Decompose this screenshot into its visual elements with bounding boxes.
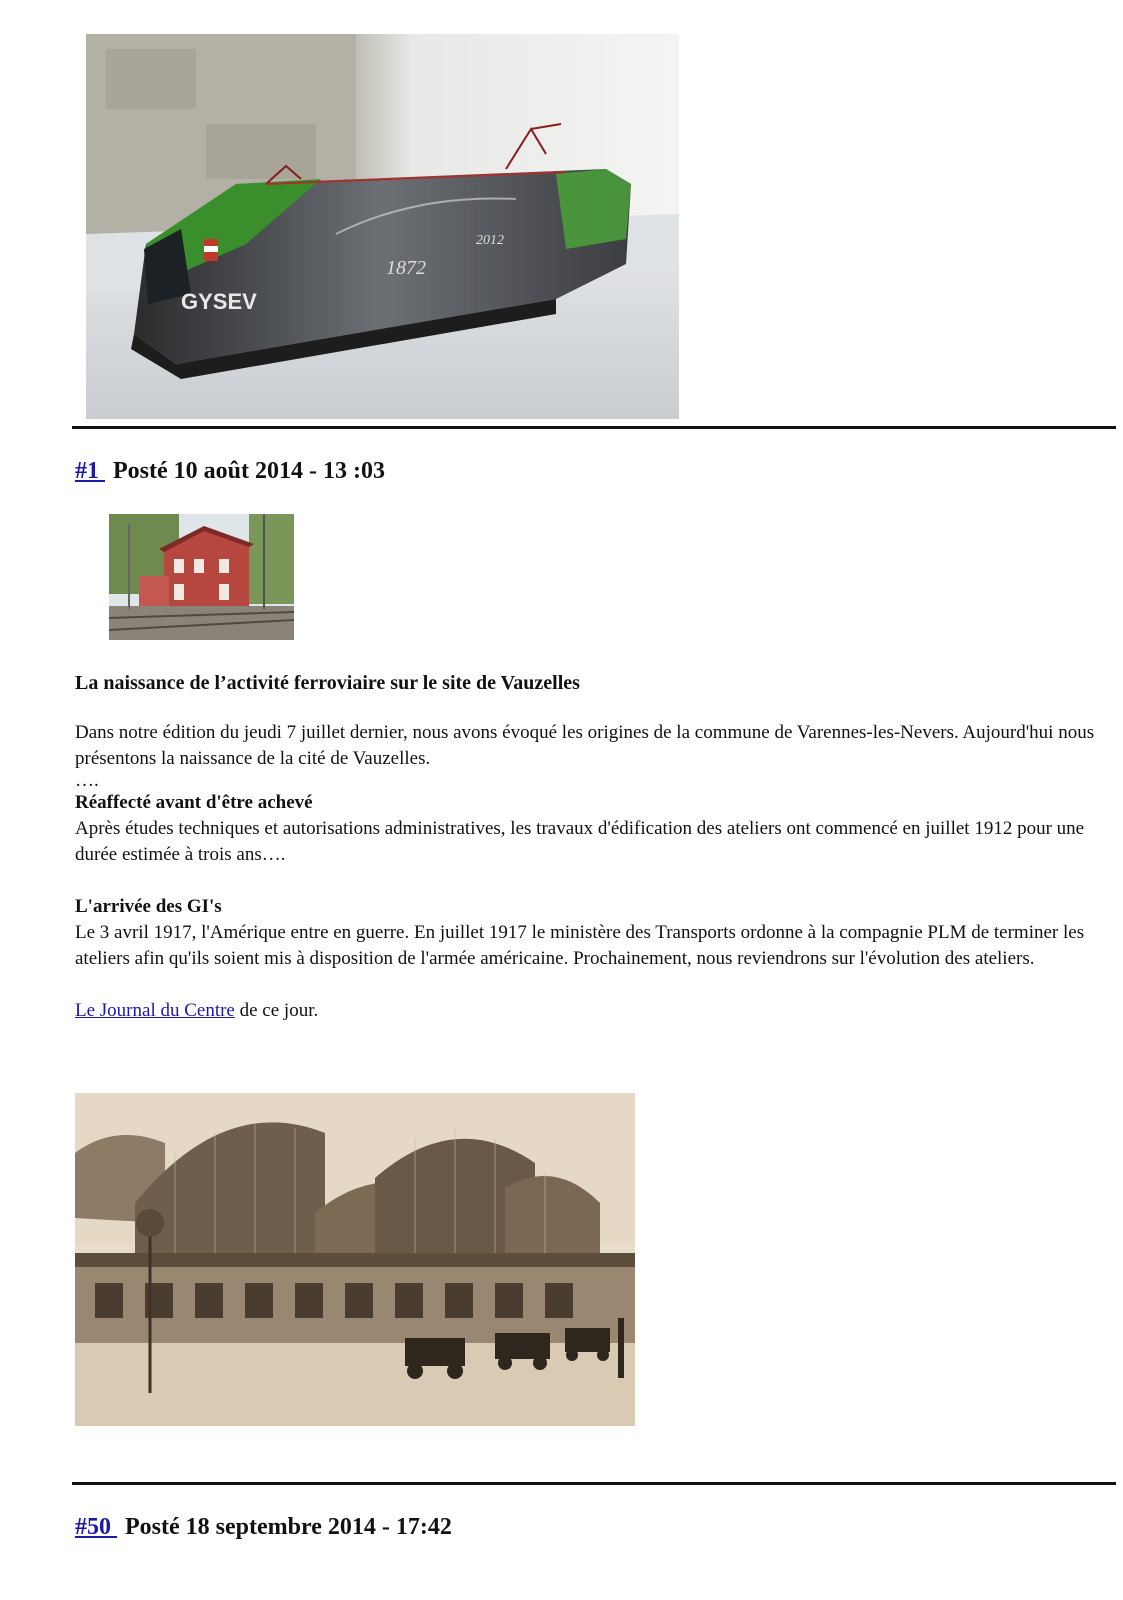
article-intro: Dans notre édition du jeudi 7 juillet dernier, nous avons évoqué les origines de la commune de Varennes-les-Nevers. Aujourd'hui nous présentons la naissance de la cité de Vauzelles.: [75, 722, 1095, 769]
article-title: La naissance de l’activité ferroviaire sur le site de Vauzelles: [75, 672, 580, 694]
post-header: [75, 1514, 452, 1541]
section-text-reaffecte: Après études techniques et autorisations administratives, les travaux d'édification des ateliers ont commencé en juillet 1912 pour une durée estimée à trois ans….: [75, 818, 1085, 865]
source-suffix: de ce jour.: [234, 1000, 319, 1021]
post-header: [75, 458, 385, 485]
post-divider: [72, 1482, 1116, 1485]
locomotive-inscription-2: 2012: [476, 233, 504, 248]
locomotive-logo-text: GYSEV: [181, 289, 257, 314]
section-heading-reaffecte: Réaffecté avant d'être achevé: [75, 792, 313, 813]
post-number-link[interactable]: #50: [75, 1514, 117, 1540]
post-date: Posté 10 août 2014 - 13 :03: [113, 458, 385, 484]
station-thumbnail: [109, 514, 294, 640]
station-illustration: [109, 514, 294, 640]
paragraph-spacer: [75, 868, 1105, 894]
locomotive-inscription: 1872: [386, 257, 426, 279]
source-link[interactable]: Le Journal du Centre: [75, 1000, 235, 1021]
article-ellipsis: ….: [75, 770, 99, 791]
locomotive-illustration: [86, 34, 679, 419]
workshops-illustration: [75, 1093, 635, 1426]
section-heading-arrivee: L'arrivée des GI's: [75, 896, 222, 917]
workshops-historic-photo: [75, 1093, 635, 1426]
section-text-arrivee: Le 3 avril 1917, l'Amérique entre en guerre. En juillet 1917 le ministère des Transports ordonne à la compagnie PLM de terminer les ateliers afin qu'ils soient mis à disposition de l'armée américaine. Prochainement, nous reviendrons sur l'évolution des ateliers.: [75, 922, 1085, 969]
paragraph-spacer: [75, 972, 1105, 998]
article-body: [75, 720, 1105, 1024]
locomotive-photo: [86, 34, 679, 419]
post-date: Posté 18 septembre 2014 - 17:42: [125, 1514, 452, 1540]
post-divider: [72, 426, 1116, 429]
post-number-link[interactable]: #1: [75, 458, 105, 484]
source-line: [75, 998, 1105, 1024]
